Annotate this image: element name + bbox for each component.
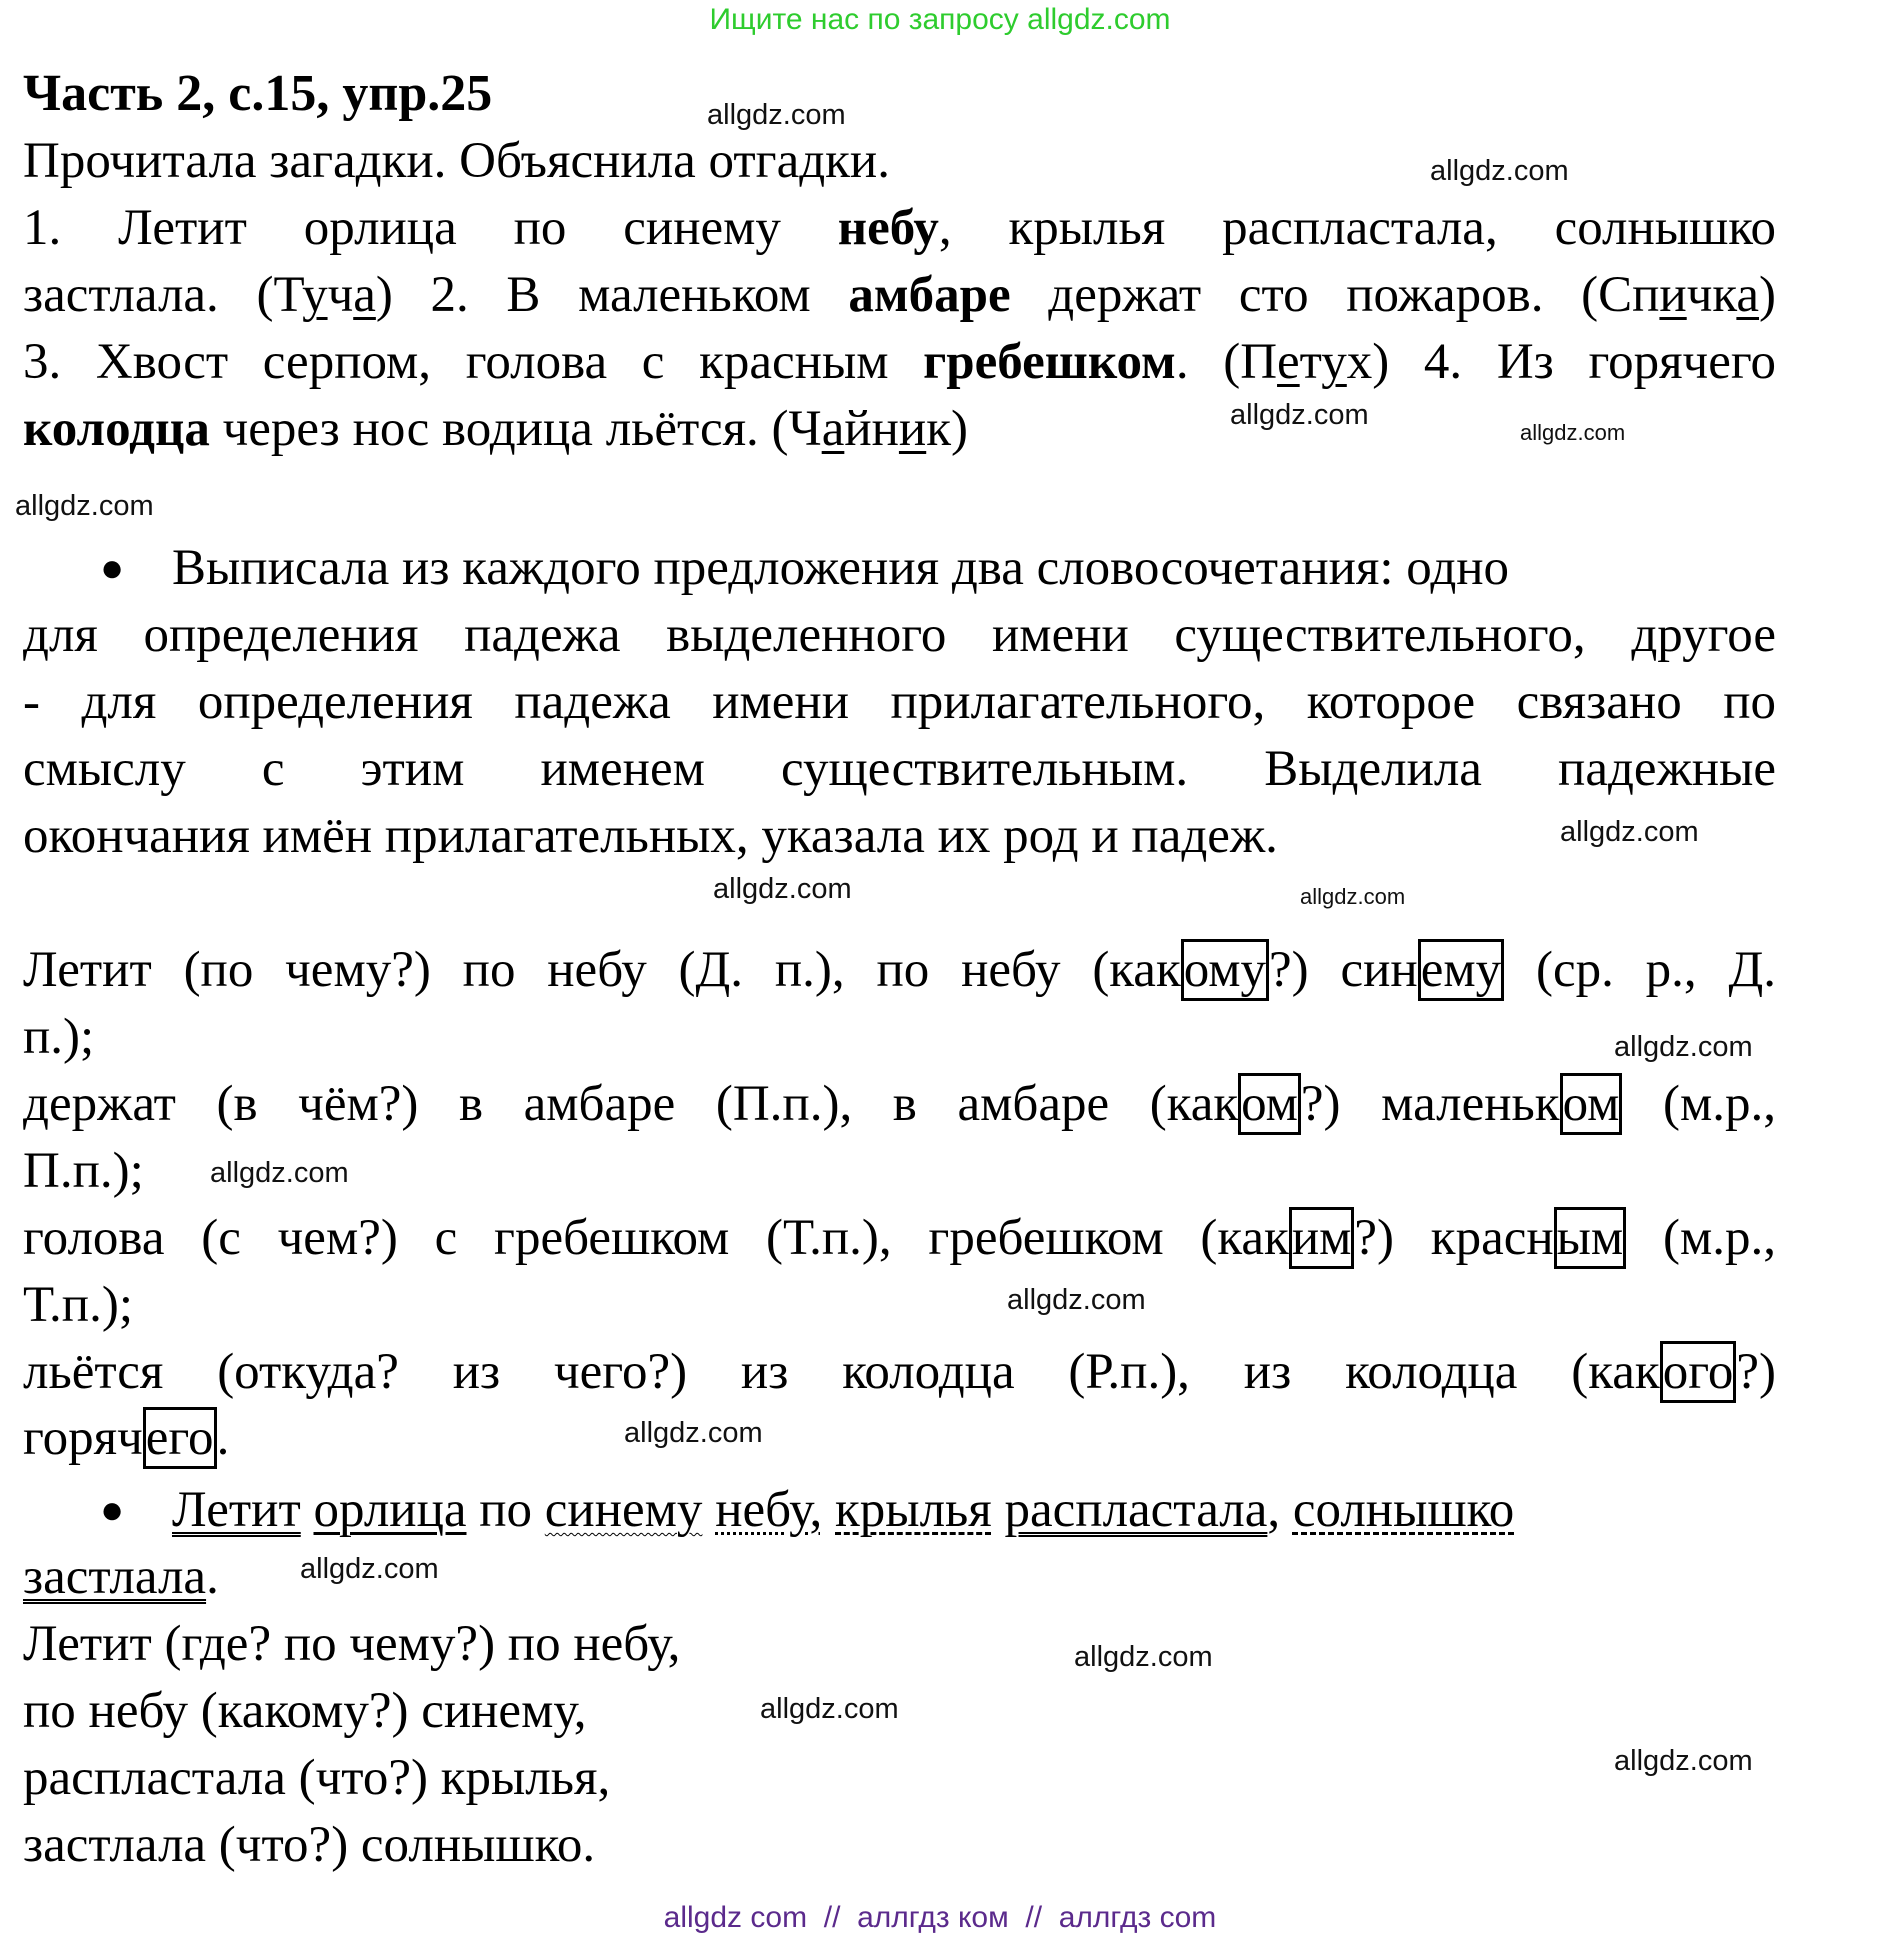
watermark: allgdz.com — [1300, 884, 1406, 909]
text-segment: П.п.); — [23, 1143, 144, 1199]
text-segment: по — [466, 1482, 545, 1538]
bold-word: амбаре — [848, 267, 1011, 323]
watermark: allgdz.com — [713, 873, 852, 905]
text-segment: горяч — [23, 1410, 143, 1466]
task-line — [23, 807, 1776, 865]
ending-box: его — [143, 1407, 217, 1469]
task-line — [23, 740, 1776, 798]
task-line — [23, 673, 1776, 731]
watermark: allgdz.com — [1430, 155, 1569, 187]
text-segment — [992, 1482, 1005, 1538]
watermark: allgdz.com — [210, 1157, 349, 1189]
object-underline: крылья — [835, 1482, 992, 1538]
text-segment: смыслу с этим именем существительным. Выделила падежные — [23, 741, 1776, 797]
answer-line — [23, 1409, 1776, 1467]
underlined-letter: а — [353, 267, 376, 323]
answer-line — [23, 941, 1776, 999]
answer-line — [23, 1343, 1776, 1401]
text-segment: ?) маленьк — [1300, 1076, 1560, 1132]
ending-box: ему — [1418, 939, 1504, 1001]
text-segment — [301, 1482, 314, 1538]
watermark: allgdz.com — [1614, 1031, 1753, 1063]
text-segment: . (П — [1175, 334, 1278, 390]
watermark: allgdz.com — [300, 1553, 439, 1585]
underlined-letter: у — [1321, 334, 1347, 390]
adverbial-underline: небу, — [715, 1482, 823, 1538]
predicate-underline: Летит — [172, 1482, 301, 1538]
watermark: allgdz.com — [760, 1693, 899, 1725]
text-segment: - для определения падежа имени прилагательного, которое связано по — [23, 674, 1776, 730]
text-segment: ?) син — [1269, 942, 1418, 998]
text-segment: Прочитала загадки. Объяснила отгадки. — [23, 133, 890, 189]
text-segment: , крылья распластала, солнышко — [938, 200, 1776, 256]
predicate-underline: застлала — [23, 1549, 207, 1605]
ending-box: им — [1289, 1207, 1355, 1269]
underlined-letter: е — [1277, 334, 1300, 390]
riddle-line — [23, 400, 1776, 458]
riddle-line — [23, 199, 1776, 257]
riddle-line — [23, 266, 1776, 324]
text-segment: йн — [844, 401, 899, 457]
footer-links: allgdz com // аллгдз ком // аллгдз com — [663, 1901, 1217, 1934]
text-segment: х) 4. Из горячего — [1346, 334, 1776, 390]
watermark: allgdz.com — [1074, 1641, 1213, 1673]
parse-line — [172, 1481, 1776, 1539]
underlined-letter: и — [1659, 267, 1687, 323]
bold-word: небу — [837, 200, 939, 256]
underlined-letter: а — [821, 401, 845, 457]
underlined-letter: у — [302, 267, 328, 323]
text-segment: ) — [1759, 267, 1776, 323]
text-segment: , — [1267, 1482, 1293, 1538]
object-underline: солнышко — [1292, 1482, 1515, 1538]
parse-line — [23, 1682, 1776, 1740]
underlined-letter: орлица — [313, 1482, 467, 1538]
predicate-underline: распластала — [1004, 1482, 1268, 1538]
watermark: allgdz.com — [1560, 816, 1699, 848]
watermark: allgdz.com — [1614, 1745, 1753, 1777]
watermark: allgdz.com — [707, 99, 846, 131]
text-segment: голова (с чем?) с гребешком (Т.п.), гребешком (как — [23, 1210, 1289, 1266]
answer-line — [23, 1209, 1776, 1267]
text-segment: чк — [1686, 267, 1737, 323]
text-segment: Летит (по чему?) по небу (Д. п.), по небу (как — [23, 942, 1181, 998]
ending-box: ым — [1554, 1207, 1627, 1269]
text-segment — [702, 1482, 715, 1538]
answer-line — [23, 1008, 1776, 1066]
underlined-letter: и — [898, 401, 927, 457]
answer-line — [23, 1075, 1776, 1133]
text-segment: п.); — [23, 1009, 95, 1065]
attribute-underline: синему — [544, 1482, 703, 1538]
bullet-icon: ● — [100, 1487, 125, 1532]
exercise-title: Часть 2, с.15, упр.25 — [23, 65, 493, 122]
parse-line — [23, 1816, 1776, 1874]
text-segment: ?) красн — [1354, 1210, 1554, 1266]
watermark: allgdz.com — [15, 490, 154, 522]
text-segment: ) 2. В маленьком — [375, 267, 849, 323]
text-segment: по небу (какому?) синему, — [23, 1683, 587, 1739]
text-segment: Выписала из каждого предложения два словосочетания: одно — [172, 540, 1510, 596]
text-segment — [822, 1482, 835, 1538]
watermark: allgdz.com — [1007, 1284, 1146, 1316]
text-segment: ч — [327, 267, 354, 323]
text-segment: . — [216, 1410, 230, 1466]
text-segment: к) — [926, 401, 968, 457]
text-segment: т — [1299, 334, 1322, 390]
answer-line — [23, 1276, 1776, 1334]
text-segment: распластала (что?) крылья, — [23, 1750, 611, 1806]
text-segment: держат сто пожаров. (Сп — [1010, 267, 1660, 323]
text-segment: ?) — [1736, 1344, 1776, 1400]
watermark: allgdz.com — [1520, 420, 1626, 445]
text-segment: (ср. р., Д. — [1504, 942, 1777, 998]
underlined-letter: а — [1736, 267, 1760, 323]
text-segment: через нос водица льётся. (Ч — [209, 401, 822, 457]
ending-box: ом — [1560, 1073, 1623, 1135]
bold-word: колодца — [23, 401, 210, 457]
text-segment: держат (в чём?) в амбаре (П.п.), в амбаре (как — [23, 1076, 1239, 1132]
bold-word: гребешком — [923, 334, 1176, 390]
search-banner: Ищите нас по запросу allgdz.com — [709, 3, 1171, 36]
text-segment: (м.р., — [1622, 1076, 1776, 1132]
text-segment: окончания имён прилагательных, указала их род и падеж. — [23, 808, 1278, 864]
parse-line — [23, 1615, 1776, 1673]
text-segment: застлала. (Т — [23, 267, 303, 323]
riddle-line — [23, 333, 1776, 391]
text-segment: льётся (откуда? из чего?) из колодца (Р.п.), из колодца (как — [23, 1344, 1660, 1400]
text-segment: Т.п.); — [23, 1277, 133, 1333]
parse-line — [23, 1548, 1776, 1606]
task-line — [172, 539, 1776, 597]
ending-box: ого — [1660, 1341, 1737, 1403]
ending-box: ом — [1238, 1073, 1301, 1135]
text-segment: 1. Летит орлица по синему — [23, 200, 838, 256]
text-segment: (м.р., — [1626, 1210, 1776, 1266]
text-segment: Летит (где? по чему?) по небу, — [23, 1616, 681, 1672]
text-segment: для определения падежа выделенного имени существительного, другое — [23, 607, 1776, 663]
parse-line — [23, 1749, 1776, 1807]
watermark: allgdz.com — [624, 1417, 763, 1449]
text-segment: . — [206, 1549, 219, 1605]
text-segment: 3. Хвост серпом, голова с красным — [23, 334, 924, 390]
bullet-icon: ● — [100, 545, 125, 590]
ending-box: ому — [1181, 939, 1269, 1001]
watermark: allgdz.com — [1230, 399, 1369, 431]
text-segment: застлала (что?) солнышко. — [23, 1817, 596, 1873]
task-line — [23, 606, 1776, 664]
